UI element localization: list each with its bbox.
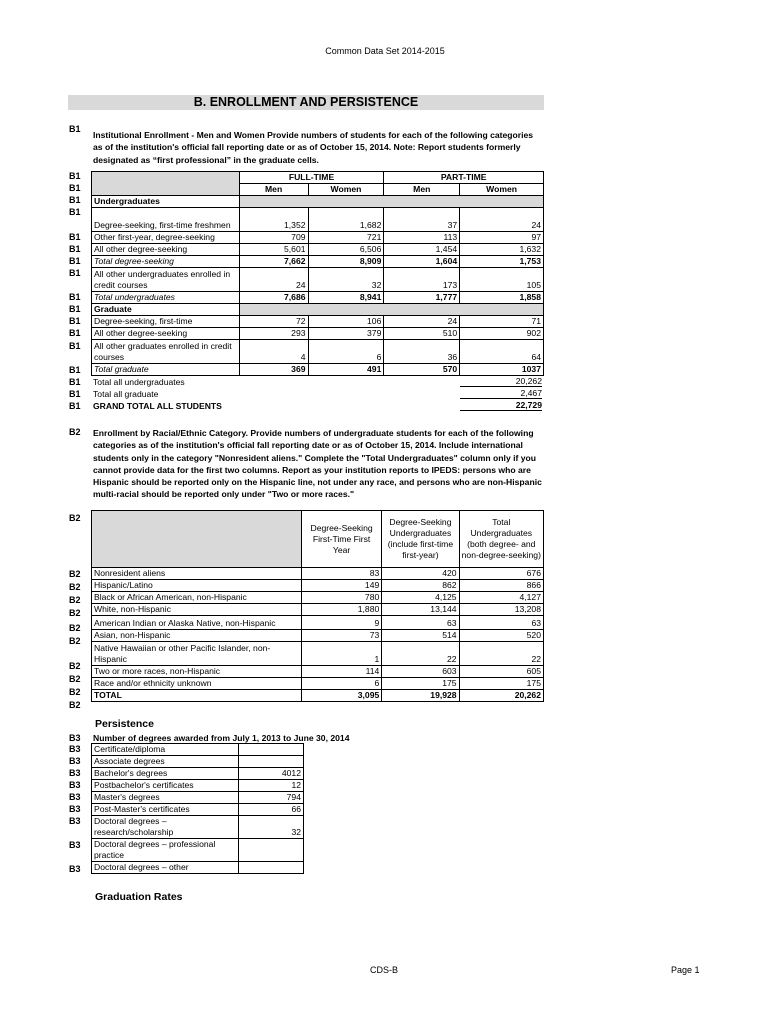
row-code: B1 — [69, 195, 81, 205]
ft-women-header: Women — [308, 184, 384, 196]
row-code: B1 — [69, 389, 81, 399]
cell: 3,095 — [301, 690, 381, 702]
cell: 36 — [384, 340, 460, 364]
cell: 1,352 — [239, 208, 308, 232]
cell: 1,858 — [460, 292, 544, 304]
cell: 19,928 — [382, 690, 459, 702]
row-code: B1 — [69, 377, 81, 387]
col-total-ug: Total Undergraduates (both degree- and non-degree-seeking) — [459, 511, 543, 568]
row-code: B3 — [69, 816, 81, 826]
row-code: B2 — [69, 582, 81, 592]
cell: 676 — [459, 568, 543, 580]
row-label: Black or African American, non-Hispanic — [92, 592, 302, 604]
row-code: B3 — [69, 864, 81, 874]
graduation-rates-title: Graduation Rates — [95, 891, 183, 903]
cell: 13,208 — [459, 604, 543, 616]
row-code: B3 — [69, 804, 81, 814]
col-degree-seeking: Degree-Seeking Undergraduates (include first-time first-year) — [382, 511, 459, 568]
table-row — [92, 568, 544, 580]
row-label: All other undergraduates enrolled in credit courses — [92, 268, 240, 292]
cell: 420 — [382, 568, 459, 580]
cell: 24 — [460, 208, 544, 232]
row-code: B2 — [69, 661, 81, 671]
row-code: B2 — [69, 700, 81, 710]
row-code: B1 — [69, 328, 81, 338]
row-label: Doctoral degrees – research/scholarship — [92, 816, 239, 839]
graduate-heading: Graduate — [92, 304, 240, 316]
b2-race-table — [91, 510, 544, 702]
table-row — [92, 268, 544, 292]
row-code: B3 — [69, 756, 81, 766]
b1-code: B1 — [69, 124, 81, 134]
row-code: B1 — [69, 268, 81, 278]
b3-code: B3 — [69, 733, 81, 743]
footer-center: CDS-B — [370, 965, 399, 975]
cell: 8,909 — [308, 256, 384, 268]
row-label: Master's degrees — [92, 792, 239, 804]
row-code: B3 — [69, 744, 81, 754]
row-label: Doctoral degrees – other — [92, 862, 239, 874]
pt-women-header: Women — [460, 184, 544, 196]
row-label: White, non-Hispanic — [92, 604, 302, 616]
gray-fill — [239, 304, 543, 316]
table-row — [92, 756, 304, 768]
cell: 866 — [459, 580, 543, 592]
cell: 175 — [459, 678, 543, 690]
row-code: B1 — [69, 183, 81, 193]
row-code: B1 — [69, 401, 81, 411]
b3-intro: Number of degrees awarded from July 1, 2013 to June 30, 2014 — [93, 733, 350, 743]
total-grad-value: 2,467 — [460, 388, 542, 399]
row-label: Associate degrees — [92, 756, 239, 768]
cell: 510 — [384, 328, 460, 340]
cell: 175 — [382, 678, 459, 690]
table-row — [92, 364, 544, 376]
cell: 83 — [301, 568, 381, 580]
table-row — [92, 678, 544, 690]
table-row — [92, 816, 304, 839]
table-row — [92, 340, 544, 364]
cell: 106 — [308, 316, 384, 328]
row-label: Asian, non-Hispanic — [92, 630, 302, 642]
table-row — [92, 839, 304, 862]
table-row — [92, 780, 304, 792]
cell: 22 — [382, 642, 459, 666]
ft-men-header: Men — [239, 184, 308, 196]
cell: 721 — [308, 232, 384, 244]
cell: 603 — [382, 666, 459, 678]
row-code: B1 — [69, 256, 81, 266]
cell: 4,125 — [382, 592, 459, 604]
persistence-title: Persistence — [95, 718, 154, 730]
table-row — [92, 642, 544, 666]
total-ug-label: Total all undergraduates — [93, 377, 185, 387]
row-code: B2 — [69, 623, 81, 633]
b1-intro: Institutional Enrollment - Men and Women Provide numbers of students for each of the following categories as of the institution's official fall reporting date or as of October 15, 2014. Note: Report students formerly designated as “first professional” in the graduate cells. — [93, 130, 534, 165]
cell: 369 — [239, 364, 308, 376]
table-row — [92, 256, 544, 268]
row-label: Two or more races, non-Hispanic — [92, 666, 302, 678]
row-code: B2 — [69, 687, 81, 697]
b3-degrees-table — [91, 743, 304, 874]
row-label: Total undergraduates — [92, 292, 240, 304]
b2-intro: Enrollment by Racial/Ethnic Category. Provide numbers of undergraduate students for each of the following categories as of the institution's official fall reporting date or as of October 15, 2014. Include international students only in the category "Nonresident aliens." Complete the "Total Undergraduates" column only if you cannot provide data for the first two columns. Report as your institution reports to IPEDS: persons who are Hispanic should be reported only on the Hispanic line, not under any race, and persons who are non-Hispanic multi-racial should be reported only under "Two or more races." — [93, 428, 542, 500]
row-code: B1 — [69, 207, 81, 217]
cell: 293 — [239, 328, 308, 340]
cell: 1,880 — [301, 604, 381, 616]
table-row — [92, 768, 304, 780]
cell: 4,127 — [459, 592, 543, 604]
cell: 32 — [308, 268, 384, 292]
cell: 514 — [382, 630, 459, 642]
table-row — [92, 292, 544, 304]
row-label: American Indian or Alaska Native, non-Hispanic — [92, 616, 302, 630]
total-grad-label: Total all graduate — [93, 389, 159, 399]
row-label: Bachelor's degrees — [92, 768, 239, 780]
row-code: B1 — [69, 304, 81, 314]
cell: 1,632 — [460, 244, 544, 256]
cell: 379 — [308, 328, 384, 340]
row-label: Total degree-seeking — [92, 256, 240, 268]
row-code: B1 — [69, 171, 81, 181]
part-time-header: PART-TIME — [384, 172, 544, 184]
cell: 862 — [382, 580, 459, 592]
row-code: B1 — [69, 316, 81, 326]
b2-corner — [92, 511, 302, 568]
cell: 4 — [239, 340, 308, 364]
row-label: Other first-year, degree-seeking — [92, 232, 240, 244]
row-code: B2 — [69, 636, 81, 646]
cell: 22 — [459, 642, 543, 666]
table-row — [92, 804, 304, 816]
total-ug-value: 20,262 — [460, 376, 542, 387]
cell[interactable] — [238, 756, 303, 768]
gray-fill — [239, 196, 543, 208]
row-code: B1 — [69, 292, 81, 302]
table-row — [92, 316, 544, 328]
row-label: TOTAL — [92, 690, 302, 702]
table-row — [92, 232, 544, 244]
table-row — [92, 328, 544, 340]
row-code: B1 — [69, 341, 81, 351]
cell: 1 — [301, 642, 381, 666]
table-row — [92, 604, 544, 616]
row-label: All other graduates enrolled in credit courses — [92, 340, 240, 364]
cell: 1,454 — [384, 244, 460, 256]
b1-corner — [92, 172, 240, 196]
pt-men-header: Men — [384, 184, 460, 196]
cell: 24 — [384, 316, 460, 328]
row-code: B2 — [69, 608, 81, 618]
cell: 173 — [384, 268, 460, 292]
table-row — [92, 792, 304, 804]
cell: 1,777 — [384, 292, 460, 304]
cell[interactable]: 4012 — [238, 768, 303, 780]
row-code: B2 — [69, 674, 81, 684]
cell: 64 — [460, 340, 544, 364]
row-code: B1 — [69, 365, 81, 375]
table-row — [92, 580, 544, 592]
cell[interactable] — [238, 839, 303, 862]
row-label: Nonresident aliens — [92, 568, 302, 580]
table-row — [92, 244, 544, 256]
row-code: B3 — [69, 840, 81, 850]
cell: 20,262 — [459, 690, 543, 702]
cell: 72 — [239, 316, 308, 328]
cell: 149 — [301, 580, 381, 592]
cell: 73 — [301, 630, 381, 642]
b2-code: B2 — [69, 427, 81, 437]
cell: 5,601 — [239, 244, 308, 256]
cell: 105 — [460, 268, 544, 292]
cell[interactable]: 66 — [238, 804, 303, 816]
cell: 780 — [301, 592, 381, 604]
row-code: B3 — [69, 792, 81, 802]
cell: 63 — [459, 616, 543, 630]
row-label: Doctoral degrees – professional practice — [92, 839, 239, 862]
cell: 1,682 — [308, 208, 384, 232]
row-label: Native Hawaiian or other Pacific Islander, non-Hispanic — [92, 642, 302, 666]
table-row — [92, 616, 544, 630]
cell[interactable]: 794 — [238, 792, 303, 804]
cell: 97 — [460, 232, 544, 244]
cell: 114 — [301, 666, 381, 678]
row-label: All other degree-seeking — [92, 328, 240, 340]
row-code: B2 — [69, 595, 81, 605]
cell: 902 — [460, 328, 544, 340]
row-label: Degree-seeking, first-time freshmen — [92, 208, 240, 232]
row-code: B3 — [69, 780, 81, 790]
row-code: B3 — [69, 768, 81, 778]
cell: 71 — [460, 316, 544, 328]
cell[interactable]: 12 — [238, 780, 303, 792]
cell: 113 — [384, 232, 460, 244]
row-code: B1 — [69, 232, 81, 242]
cell: 8,941 — [308, 292, 384, 304]
table-row — [92, 208, 544, 232]
row-label: Degree-seeking, first-time — [92, 316, 240, 328]
table-row — [92, 592, 544, 604]
table-row — [92, 666, 544, 678]
col-first-time: Degree-Seeking First-Time First Year — [301, 511, 381, 568]
table-row — [92, 862, 304, 874]
footer-page: Page 1 — [671, 965, 700, 975]
row-label: Total graduate — [92, 364, 240, 376]
cell: 24 — [239, 268, 308, 292]
cell: 6 — [308, 340, 384, 364]
cell: 491 — [308, 364, 384, 376]
row-label: Hispanic/Latino — [92, 580, 302, 592]
cell: 13,144 — [382, 604, 459, 616]
cell: 7,662 — [239, 256, 308, 268]
row-label: Postbachelor's certificates — [92, 780, 239, 792]
cell: 1,753 — [460, 256, 544, 268]
b2-code-table: B2 — [69, 513, 81, 523]
table-row — [92, 690, 544, 702]
cell: 6,506 — [308, 244, 384, 256]
section-title: B. ENROLLMENT AND PERSISTENCE — [68, 95, 544, 110]
row-label: Race and/or ethnicity unknown — [92, 678, 302, 690]
cell: 1,604 — [384, 256, 460, 268]
undergraduates-heading: Undergraduates — [92, 196, 240, 208]
cell: 709 — [239, 232, 308, 244]
row-label: All other degree-seeking — [92, 244, 240, 256]
b1-enrollment-table — [91, 171, 544, 376]
cell[interactable]: 32 — [238, 816, 303, 839]
cell: 570 — [384, 364, 460, 376]
table-row — [92, 630, 544, 642]
cell: 6 — [301, 678, 381, 690]
cell: 1037 — [460, 364, 544, 376]
grand-total-label: GRAND TOTAL ALL STUDENTS — [93, 401, 222, 411]
cell: 7,686 — [239, 292, 308, 304]
cell[interactable] — [238, 744, 303, 756]
cell: 9 — [301, 616, 381, 630]
cell: 605 — [459, 666, 543, 678]
full-time-header: FULL-TIME — [239, 172, 384, 184]
cell[interactable] — [238, 862, 303, 874]
row-code: B2 — [69, 569, 81, 579]
row-label: Post-Master's certificates — [92, 804, 239, 816]
cell: 520 — [459, 630, 543, 642]
table-row — [92, 744, 304, 756]
document-header: Common Data Set 2014-2015 — [325, 46, 445, 56]
row-code: B1 — [69, 244, 81, 254]
grand-total-value: 22,729 — [460, 400, 542, 411]
cell: 37 — [384, 208, 460, 232]
row-label: Certificate/diploma — [92, 744, 239, 756]
cell: 63 — [382, 616, 459, 630]
